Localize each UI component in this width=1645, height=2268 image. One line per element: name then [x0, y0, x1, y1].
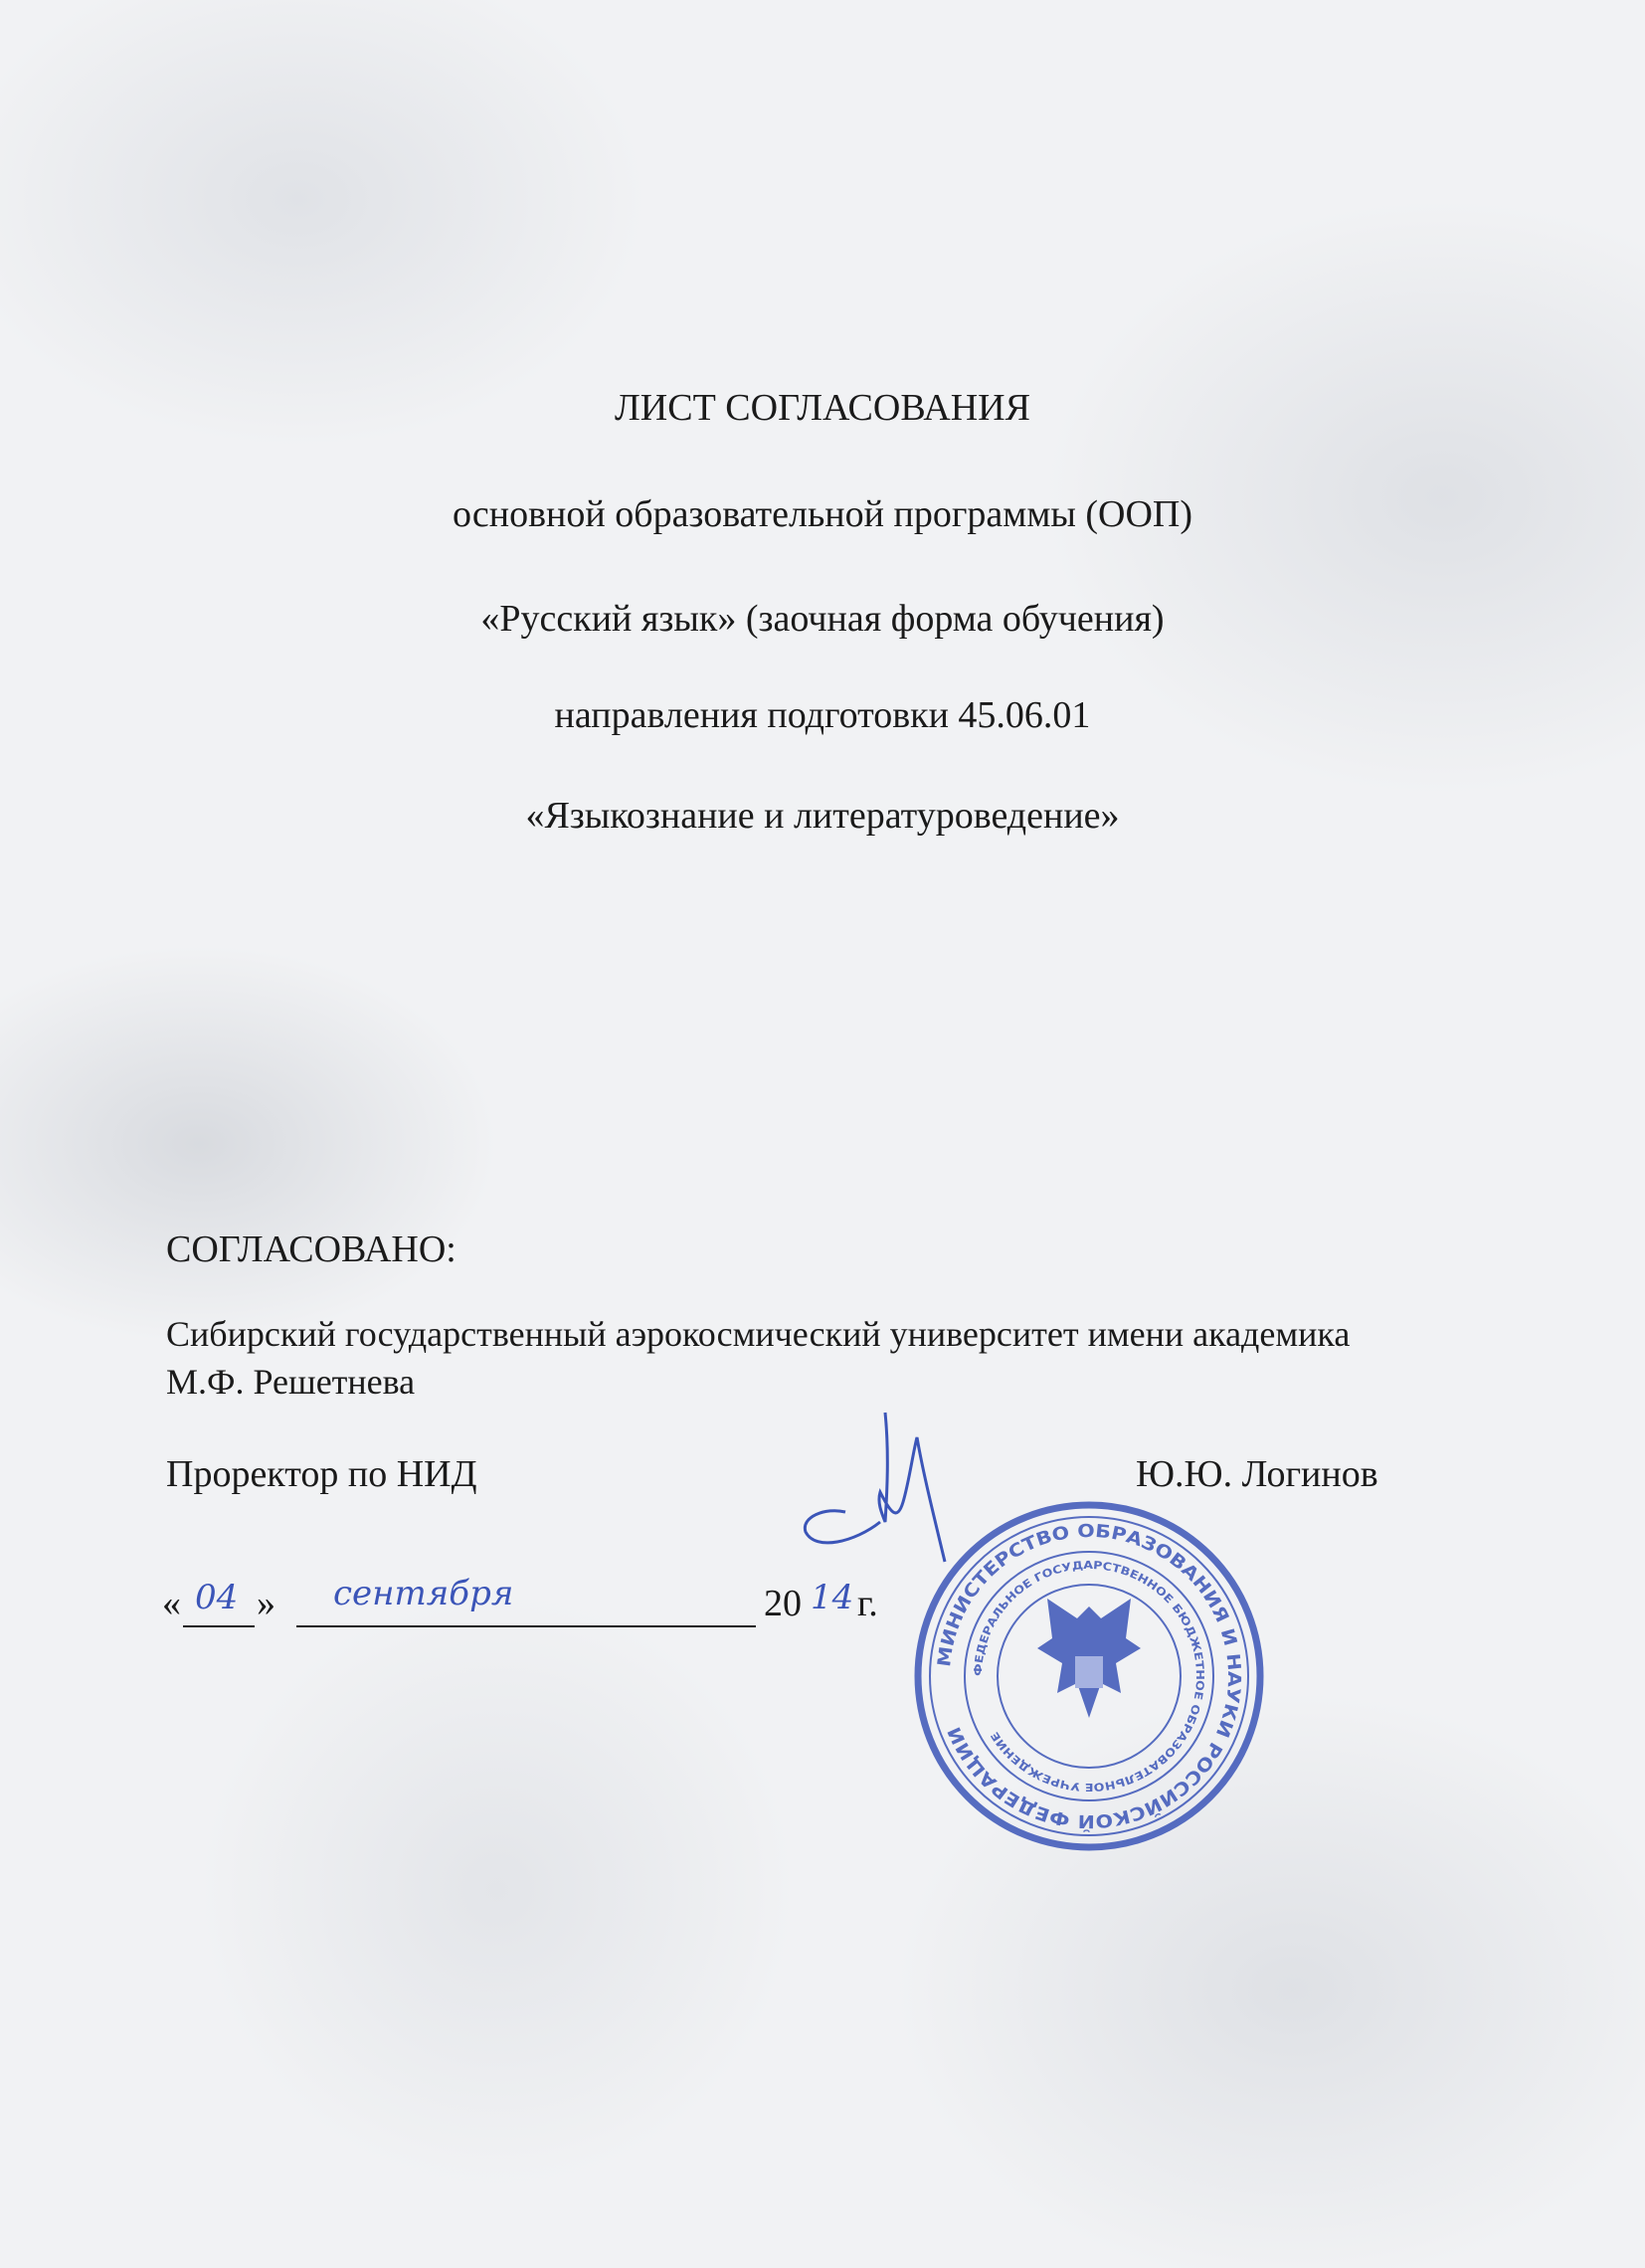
- month-underline: [296, 1625, 756, 1627]
- document-title: ЛИСТ СОГЛАСОВАНИЯ: [615, 387, 1030, 429]
- position-title: Проректор по НИД: [166, 1453, 477, 1495]
- date-close-quote: »: [257, 1583, 275, 1624]
- date-year-prefix: 20: [764, 1583, 802, 1624]
- organization-line: Сибирский государственный аэрокосмический университет имени академика: [166, 1314, 1351, 1354]
- subtitle-line: «Языкознание и литературоведение»: [525, 795, 1120, 837]
- svg-text:ФЕДЕРАЛЬНОЕ ГОСУДАРСТВЕННОЕ БЮ: ФЕДЕРАЛЬНОЕ ГОСУДАРСТВЕННОЕ БЮДЖЕТНОЕ ОБРАЗОВАТЕЛЬНОЕ УЧРЕЖДЕНИЕ: [971, 1558, 1207, 1795]
- svg-text:МИНИСТЕРСТВО ОБРАЗОВАНИЯ И НАУ: МИНИСТЕРСТВО ОБРАЗОВАНИЯ И НАУКИ РОССИЙСКОЙ ФЕДЕРАЦИИ: [934, 1520, 1245, 1832]
- date-month-handwritten: сентября: [333, 1574, 514, 1613]
- date-year-suffix: г.: [857, 1583, 878, 1624]
- subtitle-line: «Русский язык» (заочная форма обучения): [480, 598, 1165, 640]
- date-open-quote: «: [162, 1583, 181, 1624]
- date-year-handwritten: 14: [811, 1578, 854, 1617]
- signatory-name: Ю.Ю. Логинов: [1136, 1453, 1378, 1495]
- subtitle-line: направления подготовки 45.06.01: [554, 694, 1091, 736]
- organization-line: М.Ф. Решетнева: [166, 1362, 416, 1402]
- day-underline: [183, 1625, 255, 1627]
- official-seal: [910, 1497, 1268, 1855]
- approval-label: СОГЛАСОВАНО:: [166, 1228, 457, 1270]
- subtitle-line: основной образовательной программы (ООП): [452, 493, 1193, 535]
- date-day-handwritten: 04: [195, 1578, 239, 1617]
